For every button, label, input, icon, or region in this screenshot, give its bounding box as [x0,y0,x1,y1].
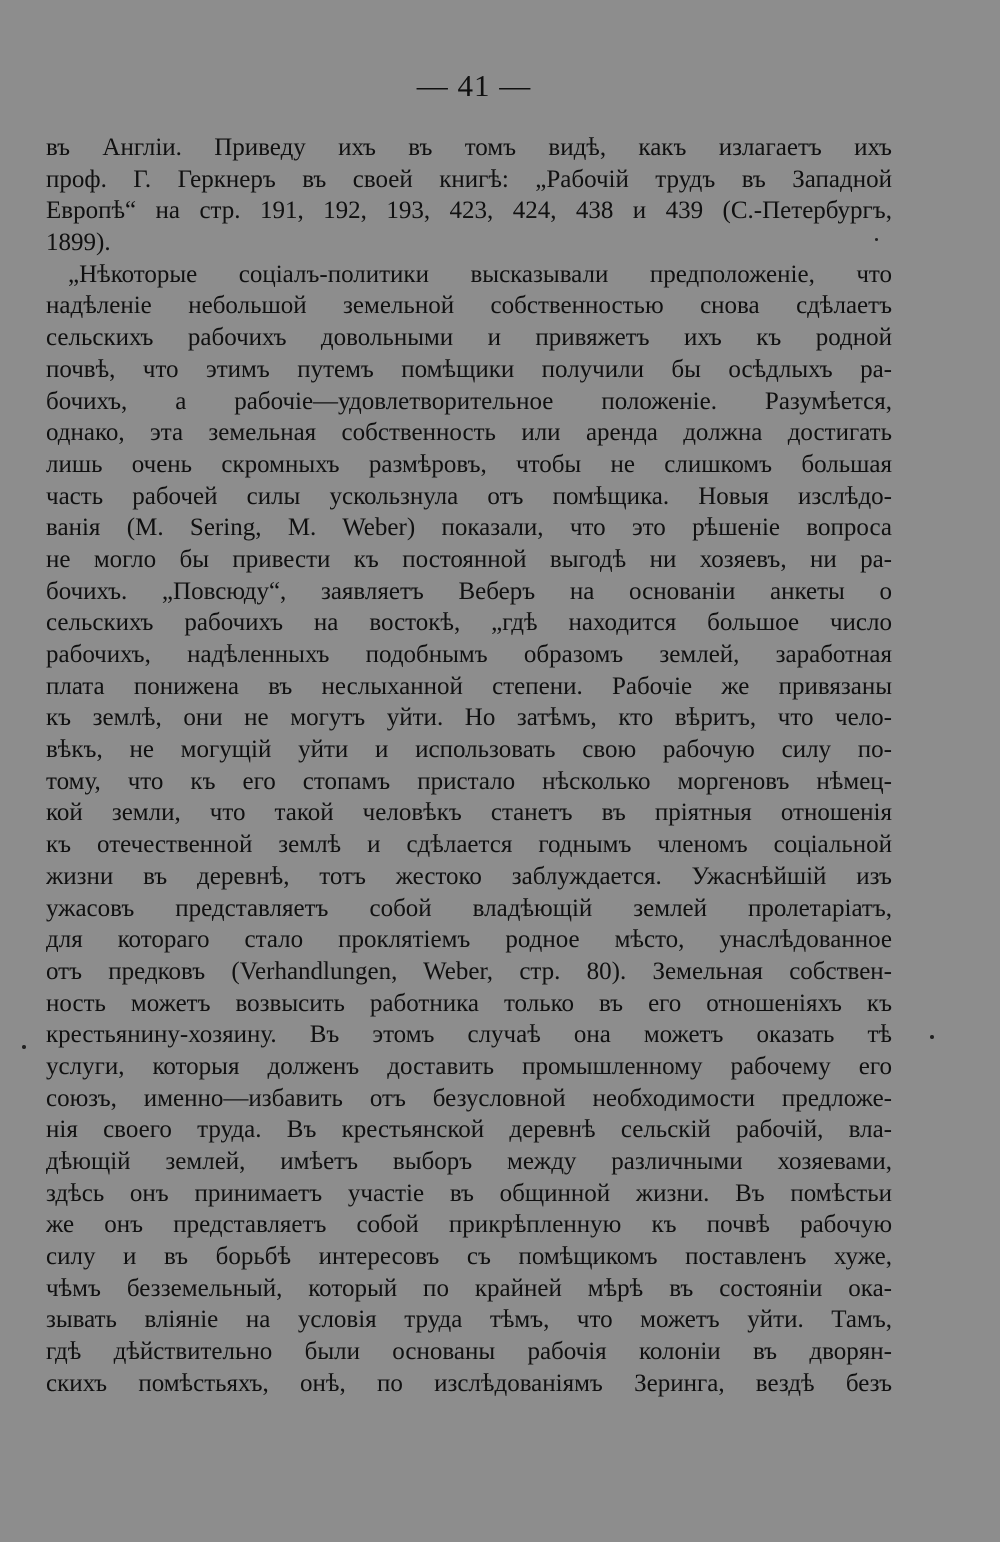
ink-speck [930,1035,934,1039]
text-line: ванія (M. Sering, M. Weber) показали, что это рѣшеніе вопроса [46,514,892,542]
text-line: жизни въ деревнѣ, тотъ жестоко заблуждается. Ужаснѣйшій изъ [46,862,892,890]
text-line: къ отечественной землѣ и сдѣлается годнымъ членомъ соціальной [46,831,892,859]
text-line: услуги, которыя долженъ доставить промышленному рабочему его [46,1052,892,1080]
text-line: кой земли, что такой человѣкъ станетъ въ пріятныя отношенія [46,799,892,827]
text-line: чѣмъ безземельный, который по крайней мѣрѣ въ состояніи ока- [46,1274,892,1302]
ink-speck [22,1045,26,1049]
text-line: вѣкъ, не могущій уйти и использовать свою рабочую силу по- [46,736,892,764]
text-line: здѣсь онъ принимаетъ участіе въ общинной жизни. Въ помѣстьи [46,1179,892,1207]
text-line: тому, что къ его стопамъ пристало нѣсколько моргеновъ нѣмец- [46,767,892,795]
text-line: однако, эта земельная собственность или аренда должна достигать [46,419,892,447]
text-line: лишь очень скромныхъ размѣровъ, чтобы не слишкомъ большая [46,450,892,478]
body-text [46,132,892,1400]
text-line: бочихъ. „Повсюду“, заявляетъ Веберъ на основаніи анкеты о [46,577,892,605]
text-line: же онъ представляетъ собой прикрѣпленную къ почвѣ рабочую [46,1211,892,1239]
page-number: — 41 — [416,68,532,103]
text-line: дѣющій землей, имѣетъ выборъ между различными хозяевами, [46,1148,892,1175]
text-line: для котораго стало проклятіемъ родное мѣсто, унаслѣдованное [46,926,892,954]
text-line: часть рабочей силы ускользнула отъ помѣщика. Новыя изслѣдо- [46,482,892,510]
text-line: отъ предковъ (Verhandlungen, Weber, стр. 80). Земельная собствен- [46,957,892,985]
text-line: зывать вліяніе на условія труда тѣмъ, что можетъ уйти. Тамъ, [46,1306,892,1334]
text-line: проф. Г. Геркнеръ въ своей книгѣ: „Рабочій трудъ въ Западной [46,165,892,193]
text-line: сельскихъ рабочихъ на востокѣ, „гдѣ находится большое число [46,609,892,637]
text-line: къ землѣ, они не могутъ уйти. Но затѣмъ, кто вѣритъ, что чело- [46,704,892,732]
text-line: бочихъ, а рабочіе—удовлетворительное положеніе. Разумѣется, [46,387,892,415]
text-line: ужасовъ представляетъ собой владѣющій землей пролетаріатъ, [46,894,892,922]
text-line: надѣленіе небольшой земельной собственностью снова сдѣлаетъ [46,292,892,320]
text-line: ность можетъ возвысить работника только въ его отношеніяхъ къ [46,989,892,1017]
text-line: нія своего труда. Въ крестьянской деревнѣ сельскій рабочій, вла- [46,1116,892,1144]
text-line: плата понижена въ неслыханной степени. Рабочіе же привязаны [46,672,892,700]
text-line: силу и въ борьбѣ интересовъ съ помѣщикомъ поставленъ хуже, [46,1243,892,1271]
text-line: рабочихъ, надѣленныхъ подобнымъ образомъ землей, заработная [46,641,892,668]
text-line: Европѣ“ на стр. 191, 192, 193, 423, 424, 438 и 439 (С.-Петербургъ, [46,197,892,225]
text-line: крестьянину-хозяину. Въ этомъ случаѣ она можетъ оказать тѣ [46,1021,892,1049]
text-line: 1899). [46,229,111,257]
text-line: скихъ помѣстьяхъ, онѣ, по изслѣдованіямъ Зеринга, вездѣ безъ [46,1369,892,1397]
ink-speck [875,238,878,241]
paragraph-start-line: „Нѣкоторые соціалъ-политики высказывали предположеніе, что [68,260,892,288]
text-line: союзъ, именно—избавить отъ безусловной необходимости предложе- [46,1084,892,1112]
text-line: почвѣ, что этимъ путемъ помѣщики получили бы осѣдлыхъ ра- [46,355,892,383]
text-line: въ Англіи. Приведу ихъ въ томъ видѣ, какъ излагаетъ ихъ [46,134,892,161]
text-line: не могло бы привести къ постоянной выгодѣ ни хозяевъ, ни ра- [46,545,892,573]
text-line: гдѣ дѣйствительно были основаны рабочія колоніи въ дворян- [46,1338,892,1366]
text-line: сельскихъ рабочихъ довольными и привяжетъ ихъ къ родной [46,324,892,352]
